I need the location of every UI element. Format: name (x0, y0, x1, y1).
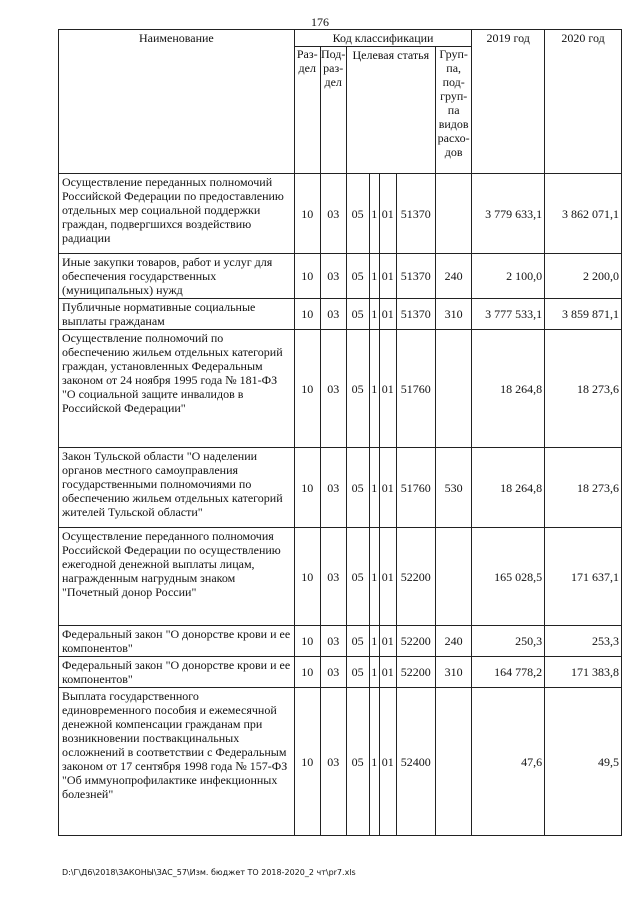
cell-t3: 01 (379, 254, 396, 299)
cell-t4: 52200 (396, 528, 435, 626)
cell-t3: 01 (379, 299, 396, 330)
table-row (59, 254, 622, 299)
cell-y2019: 3 779 633,1 (472, 174, 545, 254)
cell-t3: 01 (379, 626, 396, 657)
cell-y2020: 18 273,6 (545, 448, 622, 528)
table-row (59, 174, 622, 254)
cell-y2020: 3 862 071,1 (545, 174, 622, 254)
col-header-expense-group: Груп-па, под-груп-па видов расхо-дов (435, 47, 471, 174)
cell-y2019: 3 777 533,1 (472, 299, 545, 330)
cell-podrazdel: 03 (320, 330, 346, 448)
cell-t1: 05 (346, 657, 369, 688)
cell-t2: 1 (369, 448, 379, 528)
table-row (59, 688, 622, 836)
cell-t2: 1 (369, 688, 379, 836)
table-row (59, 528, 622, 626)
table-row (59, 330, 622, 448)
cell-y2020: 49,5 (545, 688, 622, 836)
cell-y2019: 18 264,8 (472, 330, 545, 448)
cell-vr (435, 330, 471, 448)
cell-name: Выплата государственного единовременного пособия и ежемесячной денежной компенсации гражданам при возникновении поствакцинальных осложнений в соответствии с Федеральным законом от 17 сентября 1998 года № 157-ФЗ "Об иммунопрофилактике инфекционных болезней" (59, 688, 295, 836)
cell-t4: 51370 (396, 299, 435, 330)
cell-podrazdel: 03 (320, 528, 346, 626)
cell-t2: 1 (369, 626, 379, 657)
cell-t3: 01 (379, 688, 396, 836)
cell-t3: 01 (379, 528, 396, 626)
cell-t2: 1 (369, 174, 379, 254)
cell-name: Осуществление полномочий по обеспечению жильем отдельных категорий граждан, установленных Федеральным законом от 24 ноября 1995 года № 181-ФЗ "О социальной защите инвалидов в Российской Федерации" (59, 330, 295, 448)
cell-podrazdel: 03 (320, 688, 346, 836)
cell-vr (435, 688, 471, 836)
cell-t2: 1 (369, 330, 379, 448)
cell-name: Закон Тульской области "О наделении органов местного самоуправления государственными полномочиями по обеспечению жильем отдельных категорий жителей Тульской области" (59, 448, 295, 528)
cell-t4: 52200 (396, 626, 435, 657)
cell-t4: 52200 (396, 657, 435, 688)
cell-y2020: 171 637,1 (545, 528, 622, 626)
cell-vr: 310 (435, 657, 471, 688)
cell-y2019: 165 028,5 (472, 528, 545, 626)
table-row (59, 626, 622, 657)
cell-y2020: 253,3 (545, 626, 622, 657)
cell-name: Иные закупки товаров, работ и услуг для обеспечения государственных (муниципальных) нужд (59, 254, 295, 299)
cell-vr: 530 (435, 448, 471, 528)
cell-t3: 01 (379, 174, 396, 254)
cell-razdel: 10 (294, 657, 320, 688)
cell-t1: 05 (346, 448, 369, 528)
budget-table (58, 29, 622, 836)
cell-name: Публичные нормативные социальные выплаты гражданам (59, 299, 295, 330)
cell-podrazdel: 03 (320, 174, 346, 254)
file-path-footer: D:\Г\Д6\2018\ЗАКОНЫ\ЗАС_57\Изм. бюджет ТО 2018-2020_2 чт\pr7.xls (62, 868, 356, 877)
col-header-code: Код классификации (294, 30, 472, 47)
cell-t1: 05 (346, 528, 369, 626)
cell-y2019: 164 778,2 (472, 657, 545, 688)
cell-t3: 01 (379, 657, 396, 688)
cell-t4: 51760 (396, 330, 435, 448)
page-number: 176 (311, 15, 329, 29)
table-row (59, 448, 622, 528)
cell-vr: 240 (435, 626, 471, 657)
table-row (59, 657, 622, 688)
cell-t1: 05 (346, 330, 369, 448)
col-header-2020: 2020 год (545, 30, 622, 174)
cell-t3: 01 (379, 330, 396, 448)
cell-t2: 1 (369, 299, 379, 330)
cell-t3: 01 (379, 448, 396, 528)
cell-razdel: 10 (294, 330, 320, 448)
cell-y2020: 18 273,6 (545, 330, 622, 448)
col-header-2019: 2019 год (472, 30, 545, 174)
cell-t1: 05 (346, 626, 369, 657)
cell-podrazdel: 03 (320, 657, 346, 688)
cell-podrazdel: 03 (320, 626, 346, 657)
cell-y2020: 3 859 871,1 (545, 299, 622, 330)
cell-vr (435, 174, 471, 254)
cell-t4: 51760 (396, 448, 435, 528)
cell-name: Федеральный закон "О донорстве крови и ее компонентов" (59, 626, 295, 657)
cell-vr (435, 528, 471, 626)
cell-t4: 51370 (396, 174, 435, 254)
cell-t4: 52400 (396, 688, 435, 836)
cell-y2019: 250,3 (472, 626, 545, 657)
cell-razdel: 10 (294, 174, 320, 254)
cell-razdel: 10 (294, 448, 320, 528)
table-row (59, 299, 622, 330)
cell-razdel: 10 (294, 626, 320, 657)
cell-t2: 1 (369, 657, 379, 688)
cell-podrazdel: 03 (320, 254, 346, 299)
cell-y2019: 2 100,0 (472, 254, 545, 299)
col-header-subsection: Под-раз-дел (320, 47, 346, 174)
cell-t1: 05 (346, 174, 369, 254)
cell-t2: 1 (369, 528, 379, 626)
col-header-section: Раз-дел (294, 47, 320, 174)
cell-t1: 05 (346, 299, 369, 330)
cell-vr: 240 (435, 254, 471, 299)
cell-t4: 51370 (396, 254, 435, 299)
cell-razdel: 10 (294, 688, 320, 836)
col-header-target: Целевая статья (346, 47, 435, 174)
cell-name: Федеральный закон "О донорстве крови и ее компонентов" (59, 657, 295, 688)
cell-t1: 05 (346, 254, 369, 299)
cell-name: Осуществление переданных полномочий Российской Федерации по предоставлению отдельных мер социальной поддержки граждан, подвергшихся воздействию радиации (59, 174, 295, 254)
cell-razdel: 10 (294, 528, 320, 626)
cell-vr: 310 (435, 299, 471, 330)
cell-podrazdel: 03 (320, 448, 346, 528)
cell-name: Осуществление переданного полномочия Российской Федерации по осуществлению ежегодной денежной выплаты лицам, награжденным нагрудным знаком "Почетный донор России" (59, 528, 295, 626)
cell-y2019: 47,6 (472, 688, 545, 836)
cell-razdel: 10 (294, 299, 320, 330)
cell-y2020: 171 383,8 (545, 657, 622, 688)
cell-razdel: 10 (294, 254, 320, 299)
cell-y2019: 18 264,8 (472, 448, 545, 528)
cell-t2: 1 (369, 254, 379, 299)
cell-y2020: 2 200,0 (545, 254, 622, 299)
cell-podrazdel: 03 (320, 299, 346, 330)
cell-t1: 05 (346, 688, 369, 836)
col-header-name: Наименование (59, 30, 295, 174)
